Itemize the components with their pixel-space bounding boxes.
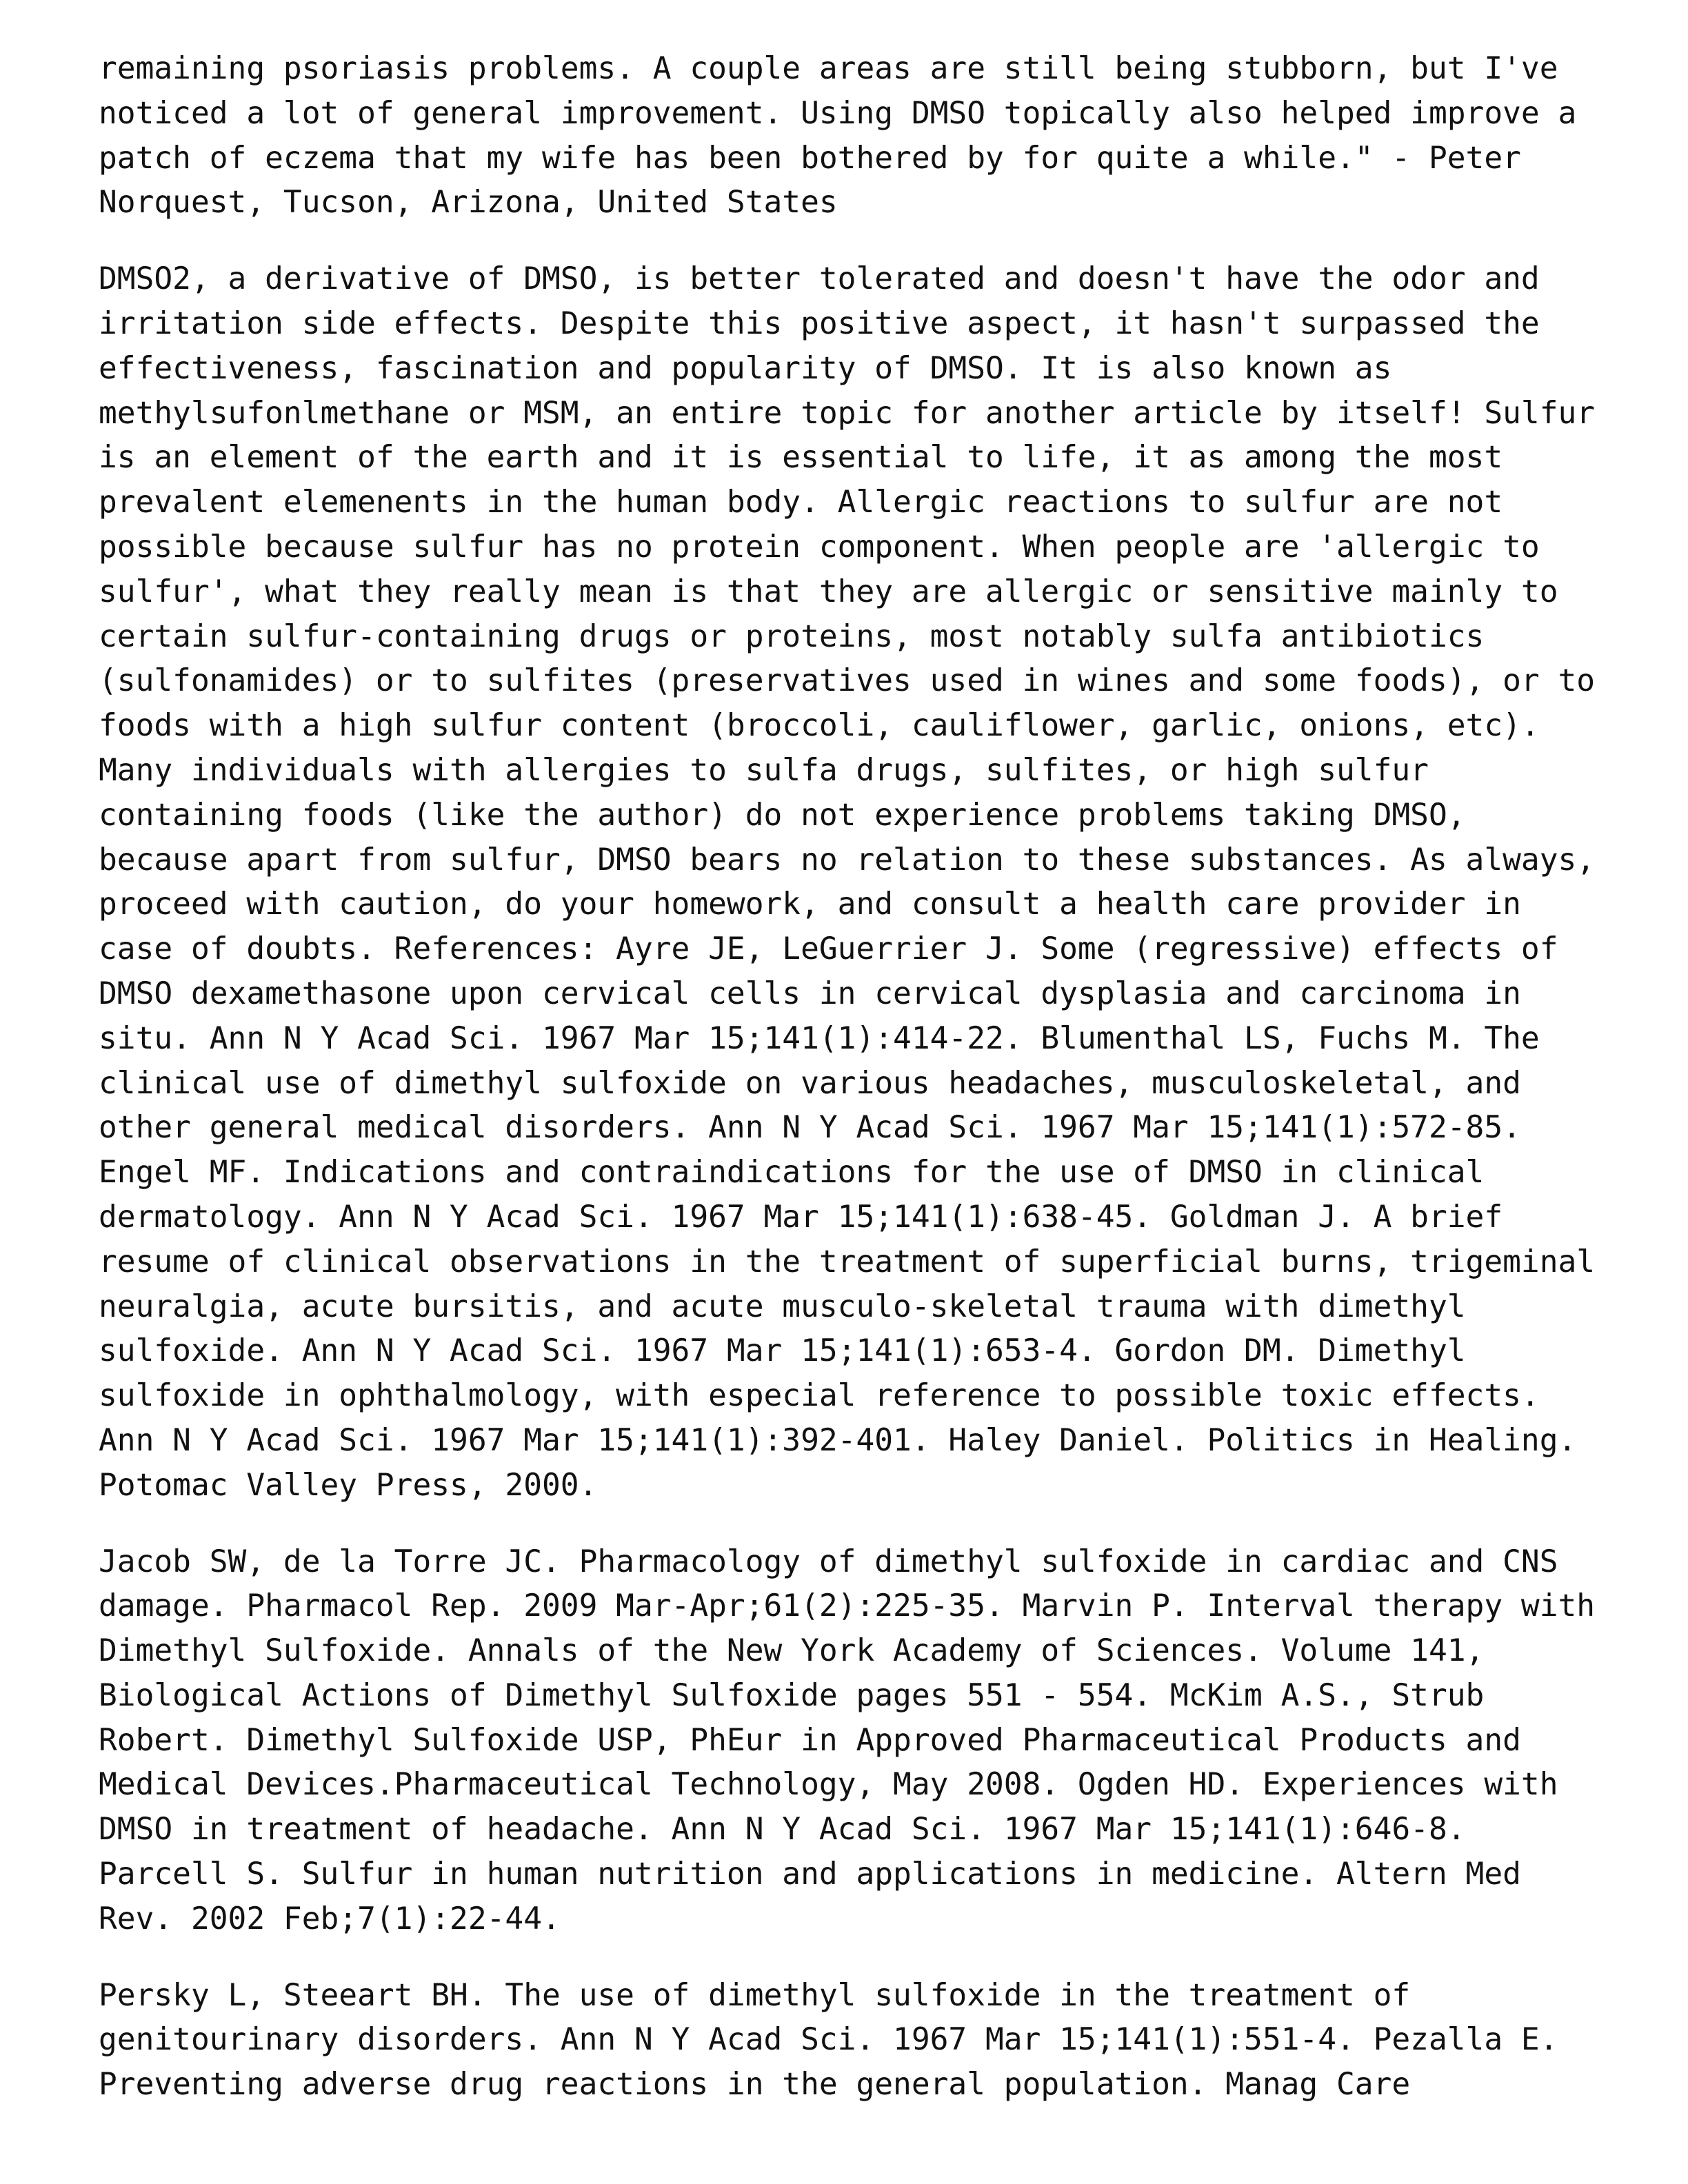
paragraph-dmso2-and-references: DMSO2, a derivative of DMSO, is better tolerated and doesn't have the odor and irritation side effects. Despite this positive aspect, it hasn't surpassed the effectiveness, fascination and popularity of DMSO. It is also known as methylsufonlmethane or MSM, an entire topic for another article by itself! Sulfur is an element of the earth and it is essential to life, it as among the most prevalent elemenents in the human body. Allergic reactions to sulfur are not possible because sulfur has no protein component. When people are 'allergic to sulfur', what they really mean is that they are allergic or sensitive mainly to certain sulfur-containing drugs or proteins, most notably sulfa antibiotics (sulfonamides) or to sulfites (preservatives used in wines and some foods), or to foods with a high sulfur content (broccoli, cauliflower, garlic, onions, etc). Many individuals with allergies to sulfa drugs, sulfites, or high sulfur containing foods (like the author) do not experience problems taking DMSO, because apart from sulfur, DMSO bears no relation to these substances. As always, proceed with caution, do your homework, and consult a health care provider in case of doubts. References: Ayre JE, LeGuerrier J. Some (regressive) effects of DMSO dexamethasone upon cervical cells in cervical dysplasia and carcinoma in situ. Ann N Y Acad Sci. 1967 Mar 15;141(1):414-22. Blumenthal LS, Fuchs M. The clinical use of dimethyl sulfoxide on various headaches, musculoskeletal, and other general medical disorders. Ann N Y Acad Sci. 1967 Mar 15;141(1):572-85. Engel MF. Indications and contraindications for the use of DMSO in clinical dermatology. Ann N Y Acad Sci. 1967 Mar 15;141(1):638-45. Goldman J. A brief resume of clinical observations in the treatment of superficial burns, trigeminal neuralgia, acute bursitis, and acute musculo-skeletal trauma with dimethyl sulfoxide. Ann N Y Acad Sci. 1967 Mar 15;141(1):653-4. Gordon DM. Dimethyl sulfoxide in ophthalmology, with especial reference to possible toxic effects. Ann N Y Acad Sci. 1967 Mar 15;141(1):392-401. Haley Daniel. Politics in Healing. Potomac Valley Press, 2000.: [99, 261, 1596, 1503]
paragraph-testimonial: remaining psoriasis problems. A couple areas are still being stubborn, but I've noticed a lot of general improvement. Using DMSO topically also helped improve a patch of eczema that my wife has been bothered by for quite a while." - Peter Norquest, Tucson, Arizona, United States: [99, 51, 1577, 221]
paragraph-references-jacob: Jacob SW, de la Torre JC. Pharmacology of dimethyl sulfoxide in cardiac and CNS damage. Pharmacol Rep. 2009 Mar-Apr;61(2):225-35. Marvin P. Interval therapy with Dimethyl Sulfoxide. Annals of the New York Academy of Sciences. Volume 141, Biological Actions of Dimethyl Sulfoxide pages 551 - 554. McKim A.S., Strub Robert. Dimethyl Sulfoxide USP, PhEur in Approved Pharmaceutical Products and Medical Devices.Pharmaceutical Technology, May 2008. Ogden HD. Experiences with DMSO in treatment of headache. Ann N Y Acad Sci. 1967 Mar 15;141(1):646-8. Parcell S. Sulfur in human nutrition and applications in medicine. Altern Med Rev. 2002 Feb;7(1):22-44.: [99, 1544, 1596, 1937]
document-page: [99, 47, 1596, 2139]
paragraph-references-persky: Persky L, Steeart BH. The use of dimethyl sulfoxide in the treatment of genitourinary disorders. Ann N Y Acad Sci. 1967 Mar 15;141(1):551-4. Pezalla E. Preventing adverse drug reactions in the general population. Manag Care: [99, 1977, 1558, 2103]
